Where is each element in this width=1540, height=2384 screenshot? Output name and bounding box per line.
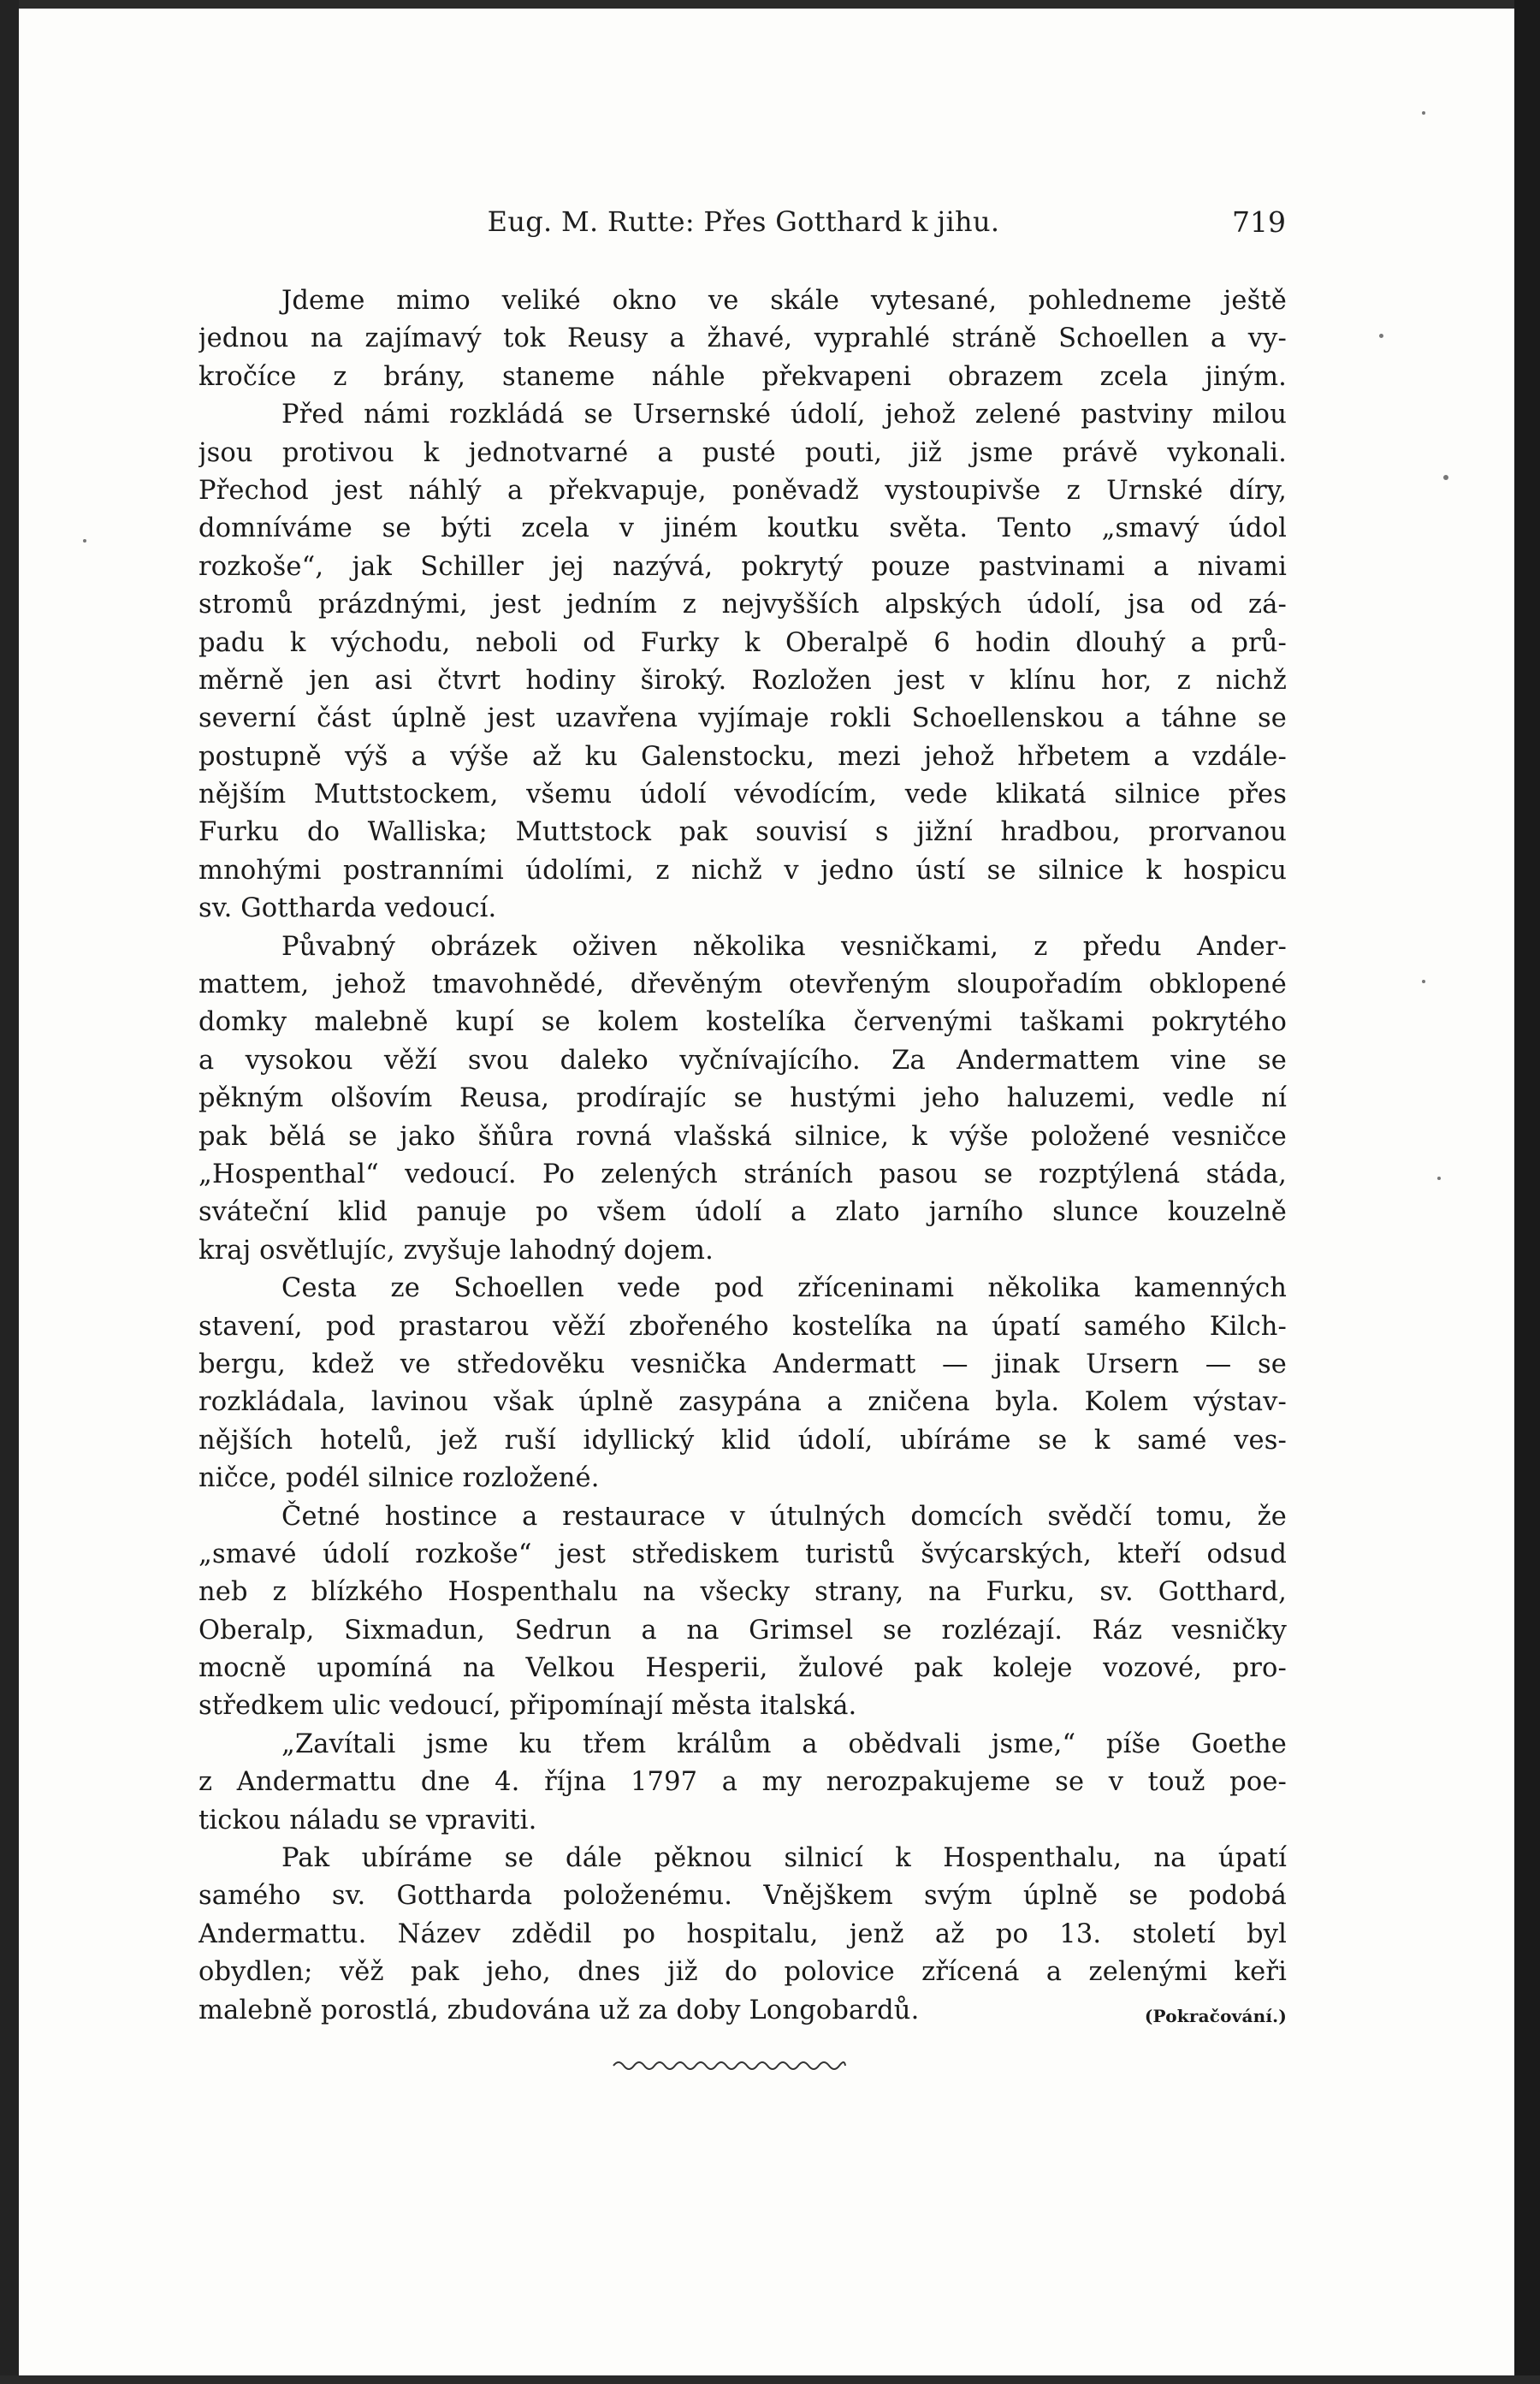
text-line: postupně výš a výše až ku Galenstocku, mezi jehož hřbetem a vzdále- bbox=[198, 741, 1287, 772]
scan-border-left bbox=[0, 0, 19, 2384]
text-line: mnohými postranními údolími, z nichž v jedno ústí se silnice k hospicu bbox=[198, 855, 1287, 886]
page-header bbox=[201, 205, 1286, 257]
text-line: pěkným olšovím Reusa, prodírajíc se hustými jeho haluzemi, vedle ní bbox=[198, 1083, 1287, 1114]
scan-border-right bbox=[1514, 0, 1540, 2384]
print-speck bbox=[1443, 475, 1448, 480]
text-line: Půvabný obrázek oživen několika vesničkami, z předu Ander- bbox=[281, 931, 1287, 962]
scan-border-top bbox=[0, 0, 1540, 9]
text-line: tickou náladu se vpraviti. bbox=[198, 1805, 537, 1835]
text-line: Oberalp, Sixmadun, Sedrun a na Grimsel se rozlézají. Ráz vesničky bbox=[198, 1615, 1287, 1646]
print-speck bbox=[1422, 111, 1425, 115]
print-speck bbox=[1379, 334, 1383, 338]
text-line: Pak ubíráme se dále pěknou silnicí k Hospenthalu, na úpatí bbox=[281, 1843, 1287, 1874]
text-line: nějších hotelů, jež ruší idyllický klid údolí, ubíráme se k samé ves- bbox=[198, 1425, 1287, 1456]
print-speck bbox=[1422, 980, 1425, 983]
continuation-note: (Pokračování.) bbox=[1144, 2005, 1287, 2026]
text-line: a vysokou věží svou daleko vyčnívajícího. Za Andermattem vine se bbox=[198, 1045, 1287, 1076]
text-line: „Zavítali jsme ku třem králům a obědvali jsme,“ píše Goethe bbox=[281, 1729, 1287, 1759]
text-line: obydlen; věž pak jeho, dnes již do polovice zřícená a zelenými keři bbox=[198, 1957, 1287, 1988]
text-line: Četné hostince a restaurace v útulných domcích svědčí tomu, že bbox=[281, 1501, 1287, 1532]
text-line: jednou na zajímavý tok Reusy a žhavé, vyprahlé stráně Schoellen a vy- bbox=[198, 323, 1287, 354]
text-line: středkem ulic vedoucí, připomínají města italská. bbox=[198, 1691, 857, 1722]
text-line: „Hospenthal“ vedoucí. Po zelených stráních pasou se rozptýlená stáda, bbox=[198, 1159, 1287, 1189]
scan-border-bottom bbox=[0, 2375, 1540, 2384]
text-line: kraj osvětlujíc, zvyšuje lahodný dojem. bbox=[198, 1235, 714, 1266]
final-line bbox=[198, 1992, 1287, 2030]
text-line: Cesta ze Schoellen vede pod zříceninami několika kamenných bbox=[281, 1273, 1287, 1304]
text-line: Jdeme mimo veliké okno ve skále vytesané, pohledneme ještě bbox=[281, 286, 1287, 316]
wavy-divider bbox=[612, 2054, 847, 2076]
body-text bbox=[198, 282, 1287, 2030]
text-line: nějším Muttstockem, všemu údolí vévodícím, vede klikatá silnice přes bbox=[198, 780, 1287, 810]
text-line: rozkoše“, jak Schiller jej nazývá, pokrytý pouze pastvinami a nivami bbox=[198, 551, 1287, 582]
text-line: bergu, kdež ve středověku vesnička Andermatt — jinak Ursern — se bbox=[198, 1349, 1287, 1379]
page-number: 719 bbox=[1232, 205, 1286, 239]
running-head: Eug. M. Rutte: Přes Gotthard k jihu. bbox=[487, 205, 1000, 238]
text-line: pak bělá se jako šňůra rovná vlašská silnice, k výše položené vesničce bbox=[198, 1121, 1287, 1152]
text-line: malebně porostlá, zbudována už za doby Longobardů. bbox=[198, 1995, 920, 2025]
text-line: stavení, pod prastarou věží zbořeného kostelíka na úpatí samého Kilch- bbox=[198, 1311, 1287, 1342]
text-line: Furku do Walliska; Muttstock pak souvisí s jižní hradbou, prorvanou bbox=[198, 817, 1287, 848]
text-line: rozkládala, lavinou však úplně zasypána a zničena byla. Kolem výstav- bbox=[198, 1387, 1287, 1418]
text-line: domky malebně kupí se kolem kostelíka červenými taškami pokrytého bbox=[198, 1007, 1287, 1038]
text-line: sváteční klid panuje po všem údolí a zlato jarního slunce kouzelně bbox=[198, 1197, 1287, 1228]
text-line: Andermattu. Název zdědil po hospitalu, jenž až po 13. století byl bbox=[198, 1918, 1287, 1949]
text-line: Před námi rozkládá se Ursernské údolí, jehož zelené pastviny milou bbox=[281, 400, 1287, 430]
text-line: stromů prázdnými, jest jedním z nejvyšších alpských údolí, jsa od zá- bbox=[198, 590, 1287, 620]
text-line: ničce, podél silnice rozložené. bbox=[198, 1463, 600, 1494]
text-line: z Andermattu dne 4. října 1797 a my nerozpakujeme se v touž poe- bbox=[198, 1767, 1287, 1798]
text-line: jsou protivou k jednotvarné a pusté pouti, již jsme právě vykonali. bbox=[198, 437, 1287, 468]
text-line: severní část úplně jest uzavřena vyjímaje rokli Schoellenskou a táhne se bbox=[198, 703, 1287, 734]
text-line: sv. Gottharda vedoucí. bbox=[198, 893, 497, 924]
text-line: Přechod jest náhlý a překvapuje, poněvadž vystoupivše z Urnské díry, bbox=[198, 475, 1287, 506]
print-speck bbox=[1437, 1177, 1441, 1180]
text-line: samého sv. Gottharda položenému. Vnějškem svým úplně se podobá bbox=[198, 1881, 1287, 1912]
text-line: měrně jen asi čtvrt hodiny široký. Rozložen jest v klínu hor, z nichž bbox=[198, 665, 1287, 696]
text-line: padu k východu, neboli od Furky k Oberalpě 6 hodin dlouhý a prů- bbox=[198, 627, 1287, 658]
text-line: kročíce z brány, staneme náhle překvapeni obrazem zcela jiným. bbox=[198, 361, 1287, 392]
text-line: domníváme se býti zcela v jiném koutku světa. Tento „smavý údol bbox=[198, 513, 1287, 544]
text-line: neb z blízkého Hospenthalu na všecky strany, na Furku, sv. Gotthard, bbox=[198, 1577, 1287, 1608]
text-line: mocně upomíná na Velkou Hesperii, žulové pak koleje vozové, pro- bbox=[198, 1653, 1287, 1684]
text-line: mattem, jehož tmavohnědé, dřevěným otevřeným sloupořadím obklopené bbox=[198, 970, 1287, 1000]
text-line: „smavé údolí rozkoše“ jest střediskem turistů švýcarských, kteří odsud bbox=[198, 1539, 1287, 1569]
print-speck bbox=[83, 539, 86, 543]
